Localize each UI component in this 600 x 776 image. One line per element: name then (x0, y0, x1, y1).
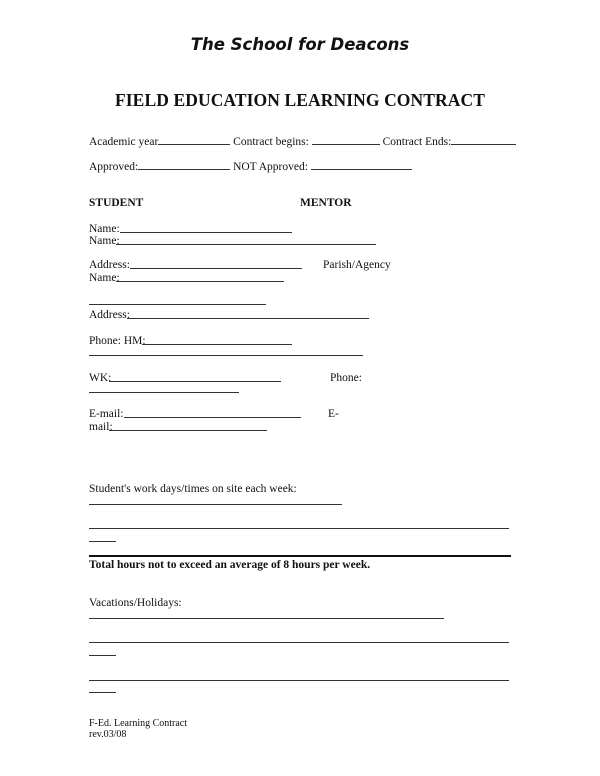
student-phone-hm-field[interactable] (142, 344, 292, 345)
phone-hm-line-2[interactable] (89, 355, 363, 356)
vacations-field-1[interactable] (89, 618, 444, 619)
work-days-field-1[interactable] (89, 504, 342, 505)
approved-label: Approved: (89, 161, 139, 173)
mentor-email-field[interactable] (109, 430, 267, 431)
form-code: F-Ed. Learning Contract (89, 718, 188, 729)
contract-info-row-2 (89, 160, 412, 174)
student-wk-field[interactable] (109, 381, 281, 382)
student-email-field[interactable] (124, 417, 301, 418)
school-name: The School for Deacons (190, 35, 410, 54)
mentor-address-label: Address: (89, 309, 130, 321)
work-days-field-2[interactable] (89, 528, 509, 529)
mentor-heading: MENTOR (300, 197, 352, 209)
academic-year-field[interactable] (158, 135, 230, 145)
contract-begins-label: Contract begins: (233, 136, 309, 148)
student-address-line-2[interactable] (89, 304, 266, 305)
student-email-label: E-mail: (89, 408, 124, 420)
parish-agency-name-field[interactable] (116, 281, 284, 282)
vacations-field-3[interactable] (89, 680, 509, 681)
section-divider (89, 555, 511, 557)
student-name-field[interactable] (120, 232, 292, 233)
mentor-phone-label: Phone: (330, 372, 362, 384)
student-name-label: Name: (89, 223, 120, 235)
student-wk-label: WK: (89, 372, 112, 384)
mentor-email-label-1: E- (328, 408, 339, 420)
work-days-field-2-cont[interactable] (89, 541, 116, 542)
contract-ends-field[interactable] (451, 135, 516, 145)
vacations-field-2[interactable] (89, 642, 509, 643)
contract-info-row-1 (89, 135, 516, 149)
student-address-label: Address: (89, 259, 130, 271)
mentor-name-field[interactable] (116, 244, 376, 245)
student-heading: STUDENT (89, 197, 144, 209)
mentor-phone-field[interactable] (89, 392, 239, 393)
vacations-field-2-cont[interactable] (89, 655, 116, 656)
student-address-field[interactable] (130, 268, 302, 269)
mentor-address-field[interactable] (127, 318, 369, 319)
vacations-label: Vacations/Holidays: (89, 597, 182, 609)
mentor-email-label-2: mail: (89, 421, 113, 433)
academic-year-label: Academic year (89, 136, 159, 148)
mentor-name-label: Name: (89, 235, 120, 247)
parish-agency-label: Parish/Agency (323, 259, 391, 271)
parish-agency-name-label: Name: (89, 272, 120, 284)
approved-field[interactable] (138, 160, 230, 170)
not-approved-field[interactable] (311, 160, 412, 170)
student-phone-hm-label: Phone: HM: (89, 335, 146, 347)
not-approved-label: NOT Approved: (233, 161, 308, 173)
contract-begins-field[interactable] (312, 135, 380, 145)
work-days-label: Student's work days/times on site each week: (89, 483, 297, 495)
form-title: FIELD EDUCATION LEARNING CONTRACT (114, 90, 486, 110)
form-revision: rev.03/08 (89, 729, 127, 740)
hours-note: Total hours not to exceed an average of 8 hours per week. (89, 559, 371, 571)
vacations-field-3-cont[interactable] (89, 692, 116, 693)
contract-ends-label: Contract Ends: (382, 136, 452, 148)
